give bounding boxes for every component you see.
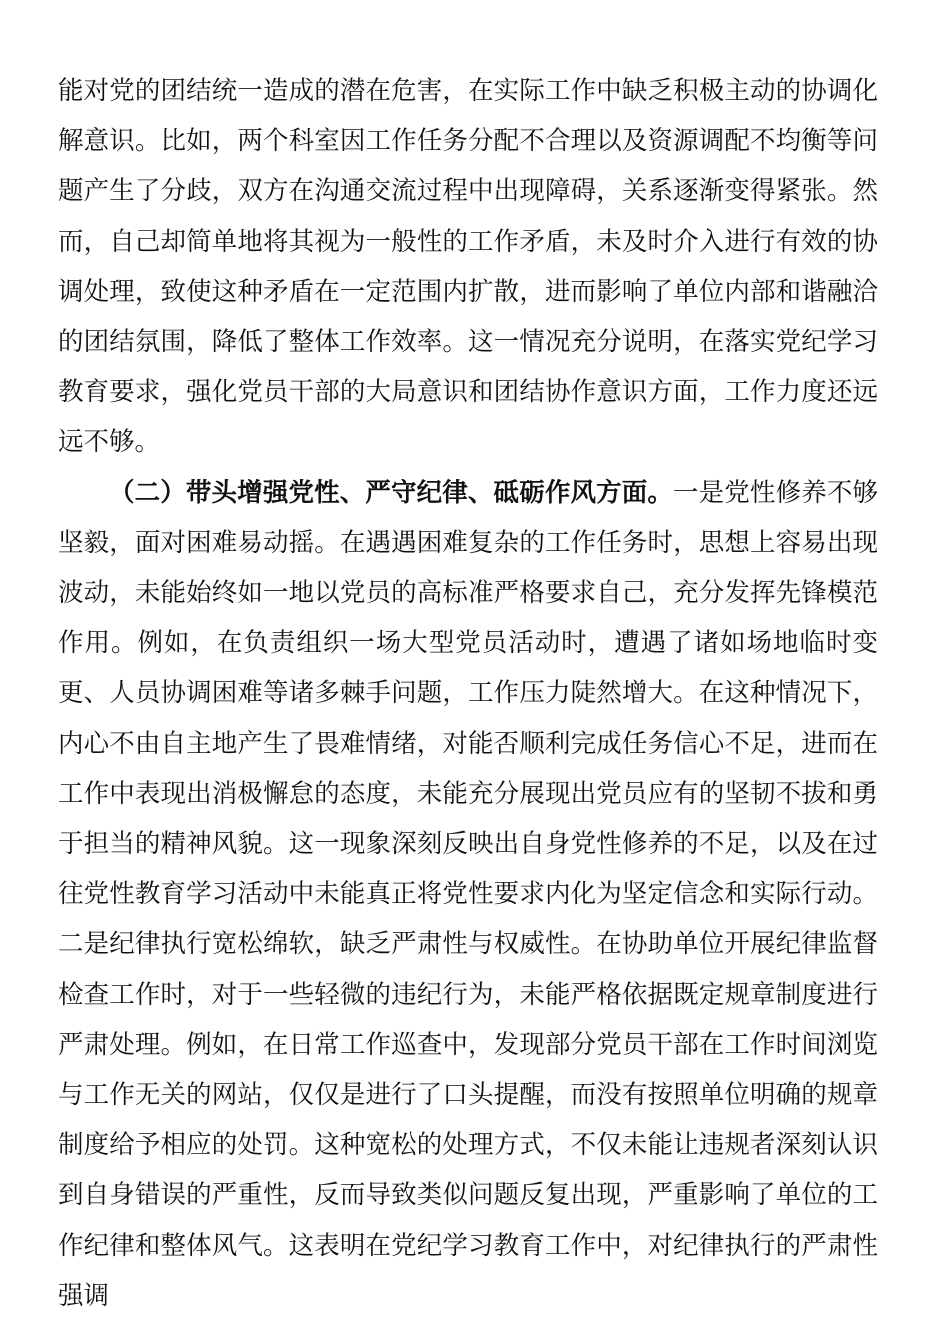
document-page <box>58 66 878 1321</box>
paragraph-section-two <box>58 468 878 1321</box>
paragraph-text: 一是党性修养不够坚毅，面对困难易动摇。在遇遇困难复杂的工作任务时，思想上容易出现波动，未能始终如一地以党员的高标准严格要求自己，充分发挥先锋模范作用。例如，在负责组织一场大型党员活动时，遭遇了诸如场地临时变更、人员协调困难等诸多棘手问题，工作压力陡然增大。在这种情况下，内心不由自主地产生了畏难情绪，对能否顺利完成任务信心不足，进而在工作中表现出消极懈怠的态度，未能充分展现出党员应有的坚韧不拔和勇于担当的精神风貌。这一现象深刻反映出自身党性修养的不足，以及在过往党性教育学习活动中未能真正将党性要求内化为坚定信念和实际行动。二是纪律执行宽松绵软，缺乏严肃性与权威性。在协助单位开展纪律监督检查工作时，对于一些轻微的违纪行为，未能严格依据既定规章制度进行严肃处理。例如，在日常工作巡查中，发现部分党员干部在工作时间浏览与工作无关的网站，仅仅是进行了口头提醒，而没有按照单位明确的规章制度给予相应的处罚。这种宽松的处理方式，不仅未能让违规者深刻认识到自身错误的严重性，反而导致类似问题反复出现，严重影响了单位的工作纪律和整体风气。这表明在党纪学习教育工作中，对纪律执行的严肃性强调 <box>58 477 878 1311</box>
paragraph-continuation <box>58 66 878 468</box>
section-heading: （二）带头增强党性、严守纪律、砥砺作风方面。 <box>109 477 674 508</box>
paragraph-text: 能对党的团结统一造成的潜在危害，在实际工作中缺乏积极主动的协调化解意识。比如，两个科室因工作任务分配不合理以及资源调配不均衡等问题产生了分歧，双方在沟通交流过程中出现障碍，关系逐渐变得紧张。然而，自己却简单地将其视为一般性的工作矛盾，未及时介入进行有效的协调处理，致使这种矛盾在一定范围内扩散，进而影响了单位内部和谐融洽的团结氛围，降低了整体工作效率。这一情况充分说明，在落实党纪学习教育要求，强化党员干部的大局意识和团结协作意识方面，工作力度还远远不够。 <box>58 76 878 458</box>
